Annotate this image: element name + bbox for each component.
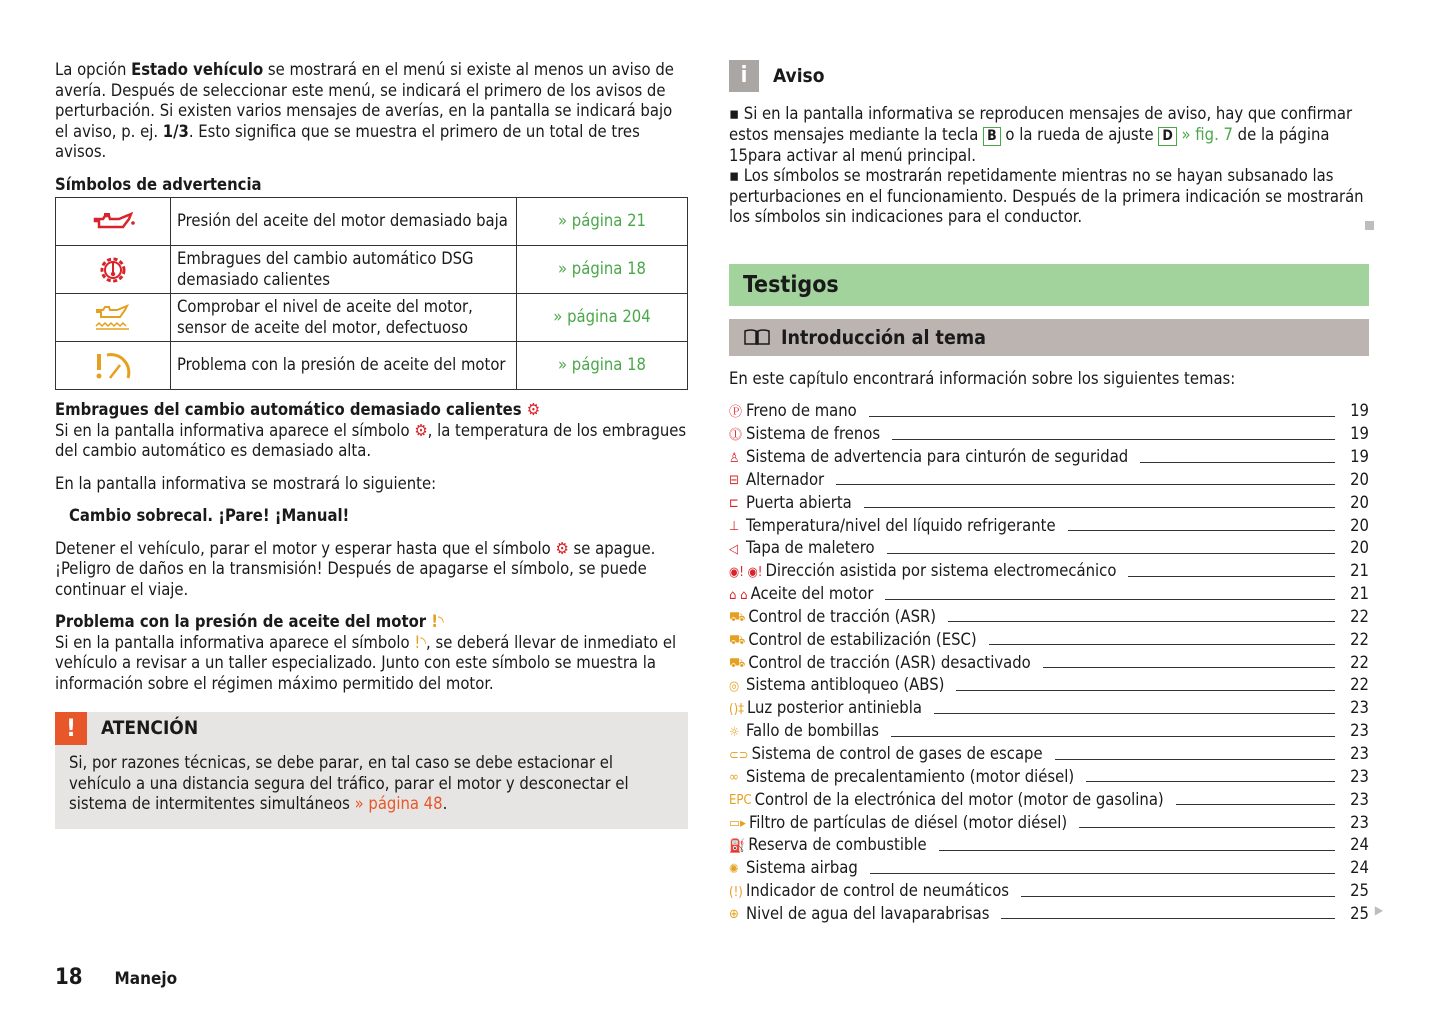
emission-control-icon: ⊂⊃ [729, 747, 749, 763]
toc-label: Sistema de control de gases de escape [751, 744, 1043, 763]
toc-label: Sistema antibloqueo (ABS) [746, 675, 945, 695]
toc-item[interactable] [729, 696, 1369, 719]
toc-label: Sistema de advertencia para cinturón de seguridad [746, 447, 1129, 467]
toc-label: Sistema de precalentamiento (motor diésel) [746, 766, 1075, 786]
toc-item[interactable] [729, 902, 1383, 925]
dot-leader [1043, 667, 1335, 668]
aviso-title: Aviso [773, 64, 825, 87]
abs-icon: ◎ [729, 678, 740, 694]
toc-page-number: 19 [1350, 401, 1369, 421]
toc-item[interactable] [729, 536, 1369, 559]
attention-box: ! ATENCIÓN Si, por razones técnicas, se debe parar, en tal caso se debe estacionar el vehículo a una distancia segura del tráfico, parar el motor y desconectar el sistema de intermitentes simultáneos » página 48. [55, 712, 688, 829]
footer-section: Manejo [114, 969, 178, 989]
dot-leader [1128, 576, 1335, 577]
toc-page-number: 23 [1350, 698, 1369, 718]
toc-label: Dirección asistida por sistema electromecánico [765, 561, 1117, 581]
engine-oil-icon: ⌂ ⌂ [729, 587, 748, 603]
toc-label: Indicador de control de neumáticos [746, 881, 1010, 901]
toc-item[interactable] [729, 719, 1369, 742]
gear-thermometer-red-icon: ⚙ [414, 420, 428, 440]
intro-paragraph: La opción Estado vehículo se mostrará en el menú si existe al menos un aviso de avería. Después de seleccionar este menú, se indicará el primero de los avisos de perturbación. Si existen varios mensajes de averías, en la pantalla se indicará bajo el aviso, p. ej. 1/3. Esto significa que se muestra el primero de un total de tres avisos. [55, 60, 674, 161]
oil-pressure-gauge-amber-icon [94, 350, 132, 382]
toc-page-number: 22 [1350, 629, 1369, 649]
table-title: Símbolos de advertencia [55, 174, 262, 194]
page-footer [55, 965, 178, 990]
toc-page-number: 20 [1350, 469, 1369, 489]
toc-label: Sistema de frenos [746, 424, 881, 444]
subsection-title: Introducción al tema [781, 325, 986, 349]
toc-label: Aceite del motor [750, 584, 874, 604]
page-link[interactable]: » página 18 [517, 342, 688, 390]
dot-leader [885, 599, 1335, 600]
battery-icon: ⊟ [729, 473, 739, 489]
toc-page-number: 25 [1350, 881, 1369, 901]
oil-level-amber-icon [93, 304, 133, 332]
oil-pressure-heading: Problema con la presión de aceite del motor !◝ [55, 612, 444, 631]
toc-item[interactable] [729, 856, 1369, 879]
toc-item[interactable] [729, 399, 1369, 422]
menu-option-name: Estado vehículo [131, 60, 264, 79]
toc-page-number: 21 [1350, 584, 1369, 604]
page-link[interactable]: » página 21 [517, 198, 688, 246]
toc-item[interactable] [729, 879, 1369, 902]
toc-label: Nivel de agua del lavaparabrisas [746, 903, 990, 923]
table-row: Presión del aceite del motor demasiado baja » página 21 [56, 198, 688, 246]
dot-leader [892, 439, 1335, 440]
dot-leader [989, 644, 1335, 645]
toc-label: Luz posterior antiniebla [746, 698, 922, 718]
toc-label: Temperatura/nivel del líquido refrigerante [746, 515, 1056, 535]
oil-pressure-section: Problema con la presión de aceite del motor !◝ Si en la pantalla informativa aparece el símbolo !◝, se deberá llevar de inmediato el vehículo a revisar a un taller especializado. Junto con este símbolo se muestra la información sobre el régimen máximo permitido del motor. [55, 612, 688, 694]
glow-plug-icon: ∞ [729, 770, 739, 786]
toc-page-number: 24 [1350, 835, 1369, 855]
toc-item[interactable] [729, 673, 1369, 696]
key-d-badge: D [1158, 127, 1176, 146]
airbag-icon: ✺ [729, 861, 739, 877]
figure-link[interactable]: » fig. 7 [1176, 124, 1233, 144]
toc-page-number: 23 [1350, 721, 1369, 741]
dot-leader [891, 736, 1335, 737]
warning-exclamation-icon: ! [55, 712, 87, 745]
toc-page-number: 19 [1350, 424, 1369, 444]
toc-label: Fallo de bombillas [746, 721, 880, 741]
fuel-reserve-icon: ⛽ [729, 838, 746, 854]
clutch-heading: Embragues del cambio automático demasiado calientes ⚙ [55, 400, 541, 419]
dot-leader [956, 690, 1335, 691]
dot-leader [1176, 804, 1335, 805]
toc-page-number: 21 [1350, 561, 1369, 581]
toc-item[interactable] [729, 559, 1369, 582]
section-title: Testigos [729, 264, 1369, 306]
dot-leader [948, 621, 1335, 622]
toc-label: Reserva de combustible [748, 835, 927, 855]
table-row: Comprobar el nivel de aceite del motor, sensor de aceite del motor, defectuoso » página 204 [56, 294, 688, 342]
page-link[interactable]: » página 48 [354, 794, 443, 813]
dot-leader [1021, 896, 1335, 897]
toc-label: Freno de mano [746, 401, 857, 421]
toc-label: Control de estabilización (ESC) [748, 629, 977, 649]
oil-pressure-gauge-amber-icon: !◝ [431, 612, 444, 631]
warning-symbols-table [55, 197, 688, 390]
dot-leader [1055, 759, 1335, 760]
page-number: 18 [55, 965, 83, 990]
subsection-header [729, 319, 1369, 356]
trunk-lid-icon: ◁ [729, 541, 738, 557]
toc-page-number: 22 [1350, 652, 1369, 672]
toc-item[interactable] [729, 490, 1369, 513]
aviso-bullet-2: ▪ Los símbolos se mostrarán repetidamente mientras no se hayan subsanado las perturbaciones en el funcionamiento. Después de la primera indicación se mostrarán los símbolos sin indicaciones para el conductor. [729, 166, 1369, 228]
toc-page-number: 24 [1350, 858, 1369, 878]
attention-title: ATENCIÓN [101, 717, 199, 740]
toc-item[interactable] [729, 627, 1369, 650]
toc-page-number: 20 [1350, 538, 1369, 558]
end-marker-icon [1365, 221, 1374, 230]
toc-label: Control de la electrónica del motor (motor de gasolina) [754, 789, 1164, 809]
toc-page-number: 20 [1350, 492, 1369, 512]
dot-leader [1086, 781, 1335, 782]
topics-list [729, 399, 1383, 924]
dot-leader [887, 553, 1335, 554]
rear-fog-light-icon: ()‡ [729, 701, 744, 717]
brake-system-icon: ⓵ [729, 427, 743, 443]
toc-label: Control de tracción (ASR) [748, 606, 937, 626]
toc-page-number: 22 [1350, 675, 1369, 695]
continue-arrow-icon: ▶ [1374, 902, 1383, 917]
dot-leader [939, 850, 1335, 851]
toc-label: Puerta abierta [746, 492, 852, 512]
toc-label: Filtro de partículas de diésel (motor diésel) [748, 812, 1068, 832]
aviso-header [729, 60, 1369, 92]
toc-page-number: 23 [1350, 789, 1369, 809]
bullet-icon: ▪ [729, 166, 744, 185]
dot-leader [1001, 918, 1335, 919]
dot-leader [934, 713, 1335, 714]
toc-page-number: 23 [1350, 766, 1369, 786]
toc-item[interactable] [729, 742, 1369, 765]
seatbelt-icon: ♙ [729, 450, 740, 466]
toc-label: Control de tracción (ASR) desactivado [748, 652, 1031, 672]
traction-control-off-icon: ⛟ [729, 656, 746, 672]
toc-item[interactable] [729, 582, 1369, 605]
left-column [55, 60, 688, 829]
door-open-icon: ⊏ [729, 496, 739, 512]
toc-page-number: 25 [1350, 903, 1369, 923]
display-message: Cambio sobrecal. ¡Pare! ¡Manual! [69, 506, 350, 525]
toc-item[interactable] [729, 605, 1369, 628]
page-link[interactable]: » página 18 [517, 246, 688, 294]
toc-label: Alternador [746, 469, 825, 489]
stability-control-icon: ⛟ [729, 633, 746, 649]
toc-item[interactable] [729, 445, 1369, 468]
power-steering-icon: ◉! ◉! [729, 564, 763, 580]
washer-fluid-icon: ⊕ [729, 907, 739, 923]
toc-label: Sistema airbag [746, 858, 858, 878]
oil-pressure-gauge-amber-icon: !◝ [414, 632, 427, 652]
book-icon [743, 328, 771, 346]
dot-leader [1068, 530, 1335, 531]
aviso-bullet-1: ▪ Si en la pantalla informativa se reproducen mensajes de aviso, hay que confirmar estos mensajes mediante la tecla B o la rueda de ajuste D » fig. 7 de la página 15para activar al menú principal. [729, 104, 1353, 165]
toc-item[interactable] [729, 765, 1369, 788]
dot-leader [1140, 462, 1335, 463]
dot-leader [864, 507, 1335, 508]
table-row: Problema con la presión de aceite del motor » página 18 [56, 342, 688, 390]
toc-item[interactable] [729, 513, 1369, 536]
bullet-icon: ▪ [729, 104, 744, 123]
toc-item[interactable] [729, 787, 1369, 810]
info-icon: i [729, 60, 759, 92]
key-b-badge: B [983, 127, 1001, 146]
traction-control-icon: ⛟ [729, 610, 746, 626]
dot-leader [870, 873, 1335, 874]
right-column [729, 60, 1383, 924]
coolant-temperature-icon: ⊥ [729, 519, 740, 535]
toc-item[interactable] [729, 833, 1369, 856]
dot-leader [836, 484, 1335, 485]
oil-can-red-icon [89, 211, 137, 233]
bulb-failure-icon: ☼ [729, 724, 740, 740]
toc-item[interactable] [729, 650, 1369, 673]
toc-item[interactable] [729, 422, 1369, 445]
toc-page-number: 23 [1350, 812, 1369, 832]
diesel-particulate-filter-icon: ▭▸ [729, 816, 746, 832]
table-row: Embragues del cambio automático DSG demasiado calientes » página 18 [56, 246, 688, 294]
gear-thermometer-red-icon [97, 254, 129, 286]
page-link[interactable]: » página 204 [517, 294, 688, 342]
toc-page-number: 19 [1350, 447, 1369, 467]
toc-label: Tapa de maletero [746, 538, 875, 558]
toc-page-number: 22 [1350, 606, 1369, 626]
parking-brake-icon: Ⓟ [729, 404, 743, 420]
toc-item[interactable] [729, 468, 1369, 491]
gear-thermometer-red-icon: ⚙ [555, 538, 569, 558]
toc-intro: En este capítulo encontrará información sobre los siguientes temas: [729, 368, 1236, 388]
dot-leader [1079, 827, 1335, 828]
epc-icon: EPC [729, 793, 752, 809]
toc-page-number: 20 [1350, 515, 1369, 535]
toc-item[interactable] [729, 810, 1369, 833]
toc-page-number: 23 [1350, 744, 1369, 763]
tire-pressure-icon: (!) [729, 884, 743, 900]
dot-leader [869, 416, 1335, 417]
clutch-section: Embragues del cambio automático demasiado calientes ⚙ Si en la pantalla informativa aparece el símbolo ⚙, la temperatura de los embragues del cambio automático es demasiado alta. En la pantalla informativa se mostrará lo siguiente: Cambio sobrecal. ¡Pare! ¡Manual! Detener el vehículo, parar el motor y esperar hasta que el símbolo ⚙ se apague. ¡Peligro de daños en la transmisión! Después de apagarse el símbolo, se puede continuar el viaje. [55, 400, 687, 599]
gear-thermometer-red-icon: ⚙ [526, 400, 541, 419]
